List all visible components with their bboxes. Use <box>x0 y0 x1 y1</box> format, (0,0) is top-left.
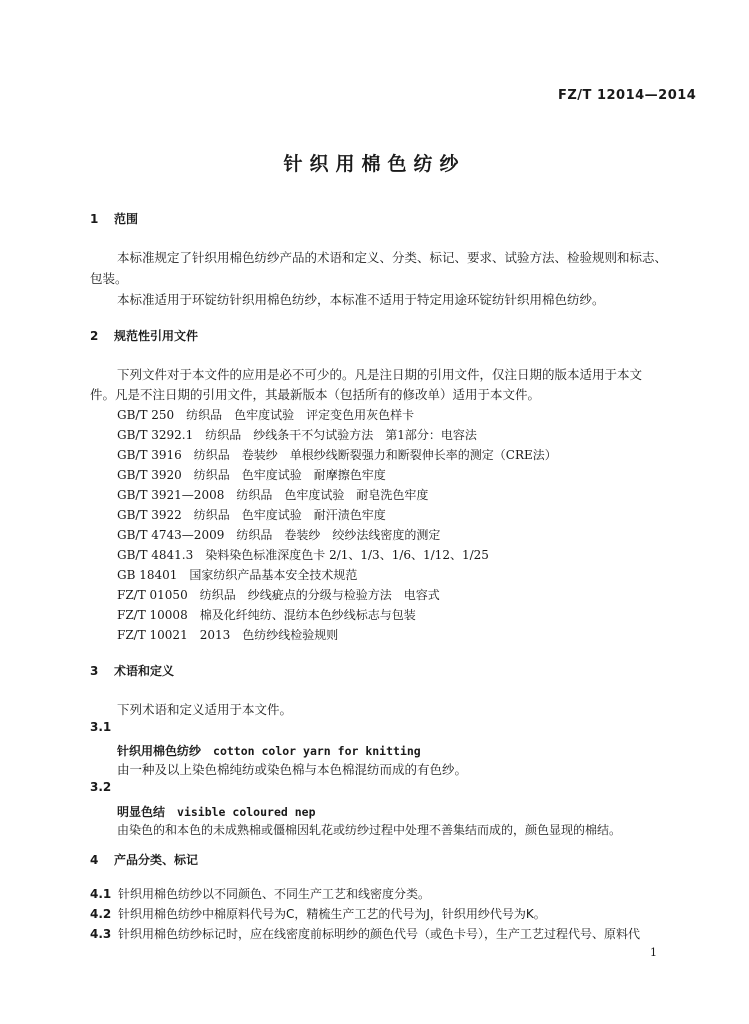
section-1-heading <box>90 210 138 227</box>
reference-item: FZ/T 10008 棉及化纤纯纺、混纺本色纱线标志与包装 <box>117 608 416 622</box>
section-4-heading <box>90 851 198 868</box>
clause-text: 针织用棉色纺纱标记时，应在线密度前标明纱的颜色代号（或色卡号），生产工艺过程代号、原料代 <box>118 927 641 941</box>
clause-item <box>90 925 640 942</box>
section-title: 产品分类、标记 <box>114 853 199 867</box>
paragraph: 下列文件对于本文件的应用是必不可少的。凡是注日期的引用文件，仅注日期的版本适用于本文 <box>117 367 643 382</box>
clause-item <box>90 885 430 902</box>
term-english: visible coloured nep <box>177 805 316 819</box>
reference-item: GB/T 3292.1 纺织品 纱线条干不匀试验方法 第1部分：电容法 <box>117 428 477 442</box>
clause-item <box>90 905 546 922</box>
reference-item: GB/T 3916 纺织品 卷装纱 单根纱线断裂强力和断裂伸长率的测定（CRE法） <box>117 448 557 462</box>
reference-item: GB 18401 国家纺织产品基本安全技术规范 <box>117 568 358 582</box>
paragraph: 本标准适用于环锭纺针织用棉色纺纱，本标准不适用于特定用途环锭纺针织用棉色纺纱。 <box>117 292 605 307</box>
term-heading <box>117 740 421 759</box>
document-title: 针织用棉色纺纱 <box>283 153 466 175</box>
term-definition: 由染色的和本色的未成熟棉或僵棉因轧花或纺纱过程中处理不善集结而成的，颜色显现的棉结。 <box>117 823 622 837</box>
term-chinese: 明显色结 <box>117 805 166 819</box>
section-number: 1 <box>90 212 99 226</box>
section-number: 2 <box>90 329 99 343</box>
standard-number: FZ/T 12014—2014 <box>558 88 697 103</box>
reference-item: FZ/T 01050 纺织品 纱线疵点的分级与检验方法 电容式 <box>117 588 440 602</box>
term-chinese: 针织用棉色纺纱 <box>117 744 202 758</box>
section-number: 4 <box>90 853 99 867</box>
term-english: cotton color yarn for knitting <box>213 744 421 758</box>
reference-item: GB/T 250 纺织品 色牢度试验 评定变色用灰色样卡 <box>117 408 415 422</box>
clause-text: 针织用棉色纺纱以不同颜色、不同生产工艺和线密度分类。 <box>118 887 431 901</box>
clause-number: 4.1 <box>90 887 112 901</box>
reference-item: GB/T 4841.3 染料染色标准深度色卡 2/1、1/3、1/6、1/12、1/25 <box>117 548 489 562</box>
reference-item: GB/T 4743—2009 纺织品 卷装纱 绞纱法线密度的测定 <box>117 528 441 542</box>
term-number: 3.1 <box>90 720 112 734</box>
paragraph: 下列术语和定义适用于本文件。 <box>117 702 293 717</box>
reference-item: FZ/T 10021 2013 色纺纱线检验规则 <box>117 628 339 642</box>
section-number: 3 <box>90 664 99 678</box>
section-title: 规范性引用文件 <box>114 329 199 343</box>
section-title: 范围 <box>114 212 139 226</box>
page-number: 1 <box>650 946 657 959</box>
clause-number: 4.2 <box>90 907 112 921</box>
paragraph: 件。凡是不注日期的引用文件，其最新版本（包括所有的修改单）适用于本文件。 <box>90 387 541 402</box>
section-title: 术语和定义 <box>114 664 175 678</box>
paragraph: 包装。 <box>90 271 128 286</box>
reference-item: GB/T 3922 纺织品 色牢度试验 耐汗渍色牢度 <box>117 508 386 522</box>
section-2-heading <box>90 327 198 344</box>
term-number: 3.2 <box>90 780 112 794</box>
paragraph: 本标准规定了针织用棉色纺纱产品的术语和定义、分类、标记、要求、试验方法、检验规则和标志、 <box>117 250 668 265</box>
term-definition: 由一种及以上染色棉纯纺或染色棉与本色棉混纺而成的有色纱。 <box>117 762 468 777</box>
section-3-heading <box>90 662 174 679</box>
reference-item: GB/T 3921—2008 纺织品 色牢度试验 耐皂洗色牢度 <box>117 488 429 502</box>
clause-text: 针织用棉色纺纱中棉原料代号为C，精梳生产工艺的代号为J，针织用纱代号为K。 <box>118 907 546 921</box>
reference-item: GB/T 3920 纺织品 色牢度试验 耐摩擦色牢度 <box>117 468 386 482</box>
clause-number: 4.3 <box>90 927 112 941</box>
term-heading <box>117 801 316 820</box>
